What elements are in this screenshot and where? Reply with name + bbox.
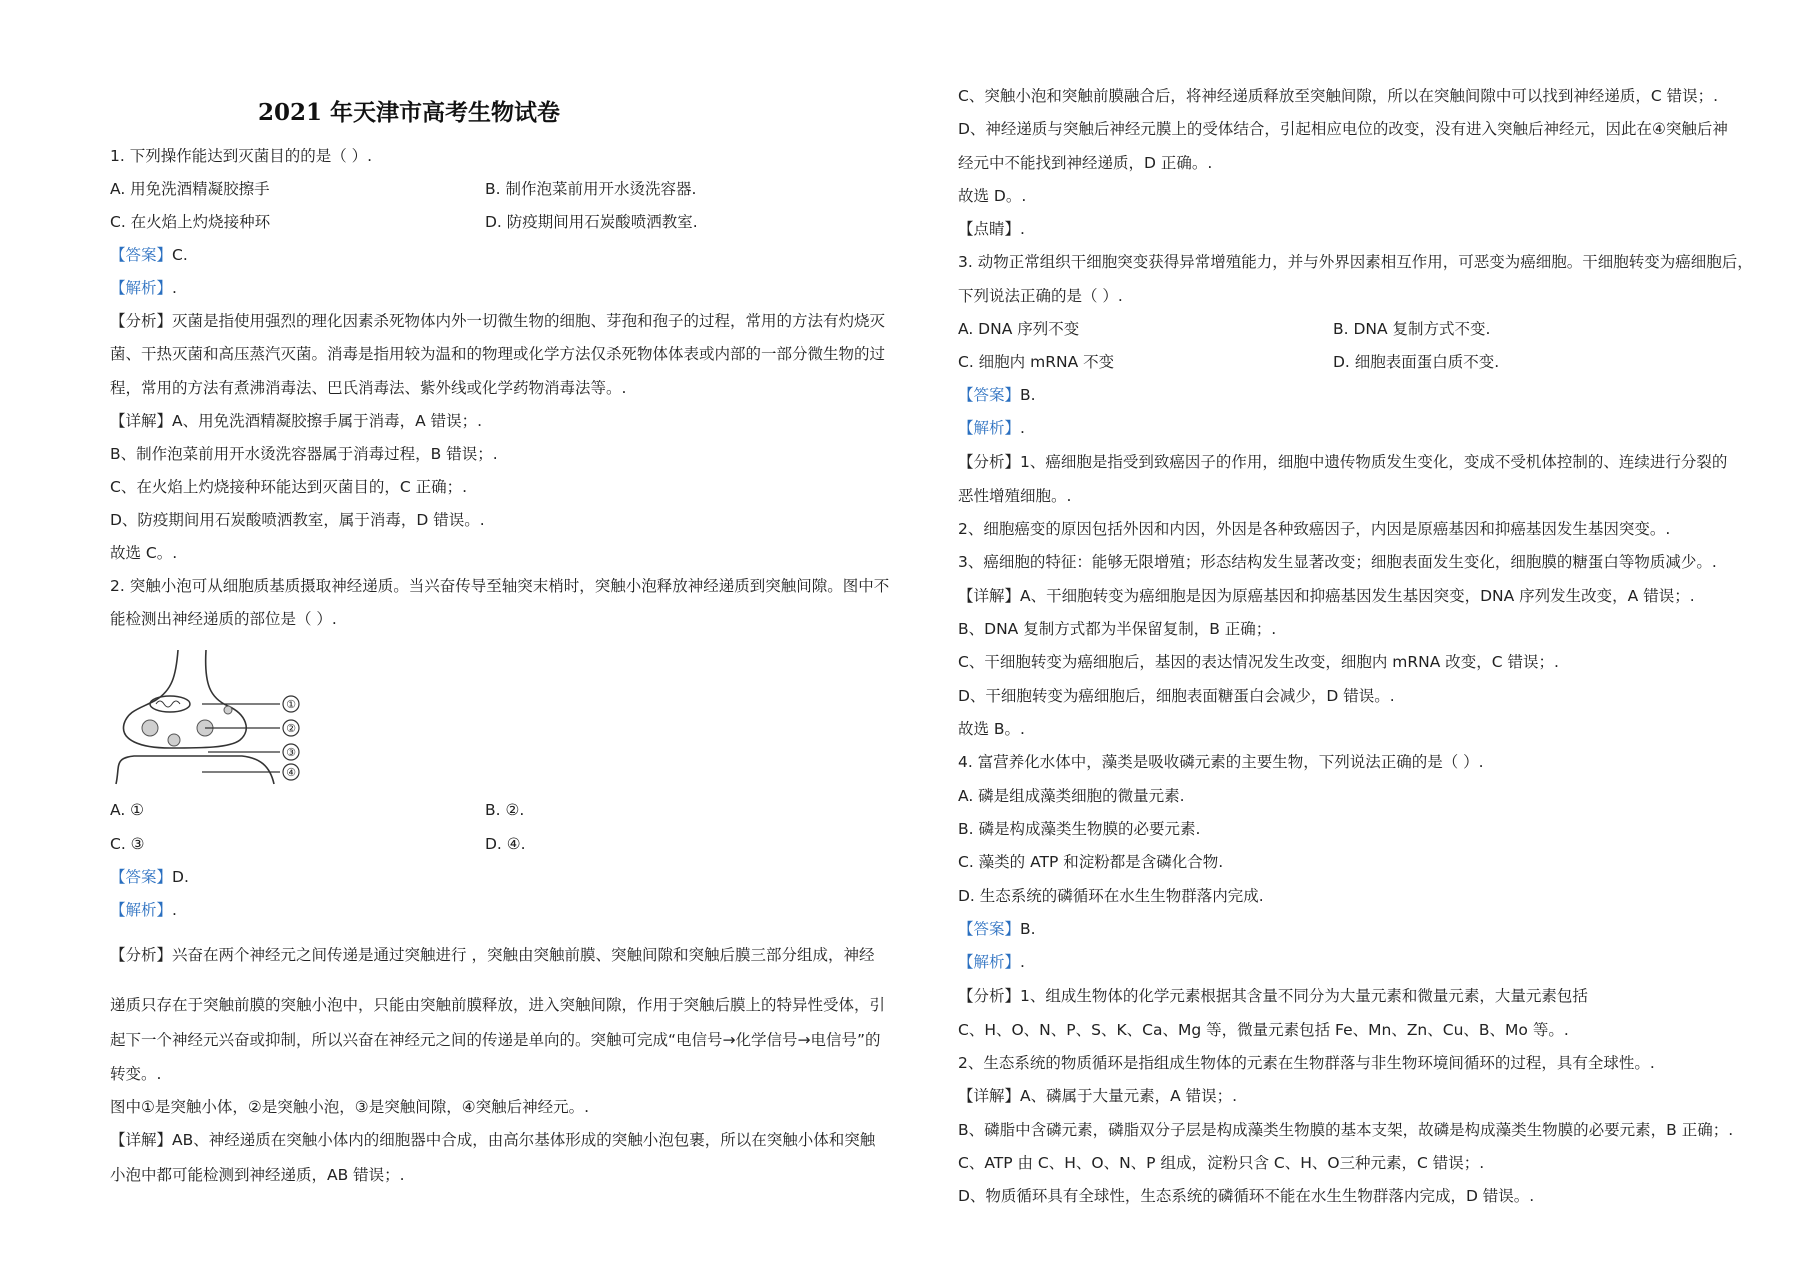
- jiexi-tag: 【解析】: [958, 953, 1021, 971]
- q3-fenxi-3: 2、细胞癌变的原因包括外因和内因，外因是各种致癌因子，内因是原癌基因和抑癌基因发生基因突变。.: [958, 520, 1671, 538]
- q1-conclusion: 故选 C。.: [110, 544, 178, 562]
- q4-fenxi-2: C、H、O、N、P、S、K、Ca、Mg 等，微量元素包括 Fe、Mn、Zn、Cu、B、Mo 等。.: [958, 1021, 1569, 1039]
- jiexi-tag: 【解析】: [958, 419, 1021, 437]
- fenxi-tag: 【分析】: [958, 987, 1021, 1005]
- page-title: 2021 年天津市高考生物试卷: [258, 99, 561, 126]
- jiexi-tag: 【解析】: [110, 279, 173, 297]
- xiangjie-text: A、磷属于大量元素，A 错误；.: [1020, 1087, 1238, 1105]
- fenxi-text: 兴奋在两个神经元之间传递是通过突触进行 ，突触由突触前膜、突触间隙和突触后膜三部分组成，神经: [172, 946, 875, 964]
- label-3: ③: [286, 746, 296, 759]
- q2-option-a: A. ①: [110, 801, 145, 819]
- answer-tag: 【答案】: [958, 920, 1021, 938]
- q1-xiangjie-1: [110, 411, 482, 431]
- answer-tag: 【答案】: [110, 246, 173, 264]
- q4-option-c: C. 藻类的 ATP 和淀粉都是含磷化合物.: [958, 853, 1224, 871]
- q1-fenxi-3: 程，常用的方法有煮沸消毒法、巴氏消毒法、紫外线或化学药物消毒法等。.: [110, 379, 627, 397]
- q3-conclusion: 故选 B。.: [958, 720, 1025, 738]
- q2-option-d: D. ④.: [485, 835, 526, 853]
- q4-xiangjie-1: [958, 1086, 1237, 1106]
- jiexi-text: .: [1020, 419, 1025, 437]
- q2-xiangjie-1: [110, 1130, 875, 1150]
- q2-fenxi-3: 起下一个神经元兴奋或抑制，所以兴奋在神经元之间的传递是单向的。突触可完成“电信号→化学信号→电信号”的: [110, 1031, 881, 1049]
- label-2: ②: [286, 722, 296, 735]
- q4-fenxi-1: [958, 986, 1588, 1006]
- q3-option-c: C. 细胞内 mRNA 不变: [958, 353, 1115, 371]
- fenxi-text: 灭菌是指使用强烈的理化因素杀死物体内外一切微生物的细胞、芽孢和孢子的过程，常用的方法有灼烧灭: [172, 312, 886, 330]
- q4-stem: 4. 富营养化水体中，藻类是吸收磷元素的主要生物，下列说法正确的是（ ）.: [958, 753, 1484, 771]
- fenxi-tag: 【分析】: [110, 946, 173, 964]
- q1-stem: 1. 下列操作能达到灭菌目的的是（ ）.: [110, 147, 373, 165]
- q2-dianjing: 【点睛】.: [958, 220, 1025, 238]
- answer-tag: 【答案】: [110, 868, 173, 886]
- q3-xiangjie-3: C、干细胞转变为癌细胞后，基因的表达情况发生改变，细胞内 mRNA 改变，C 错误；.: [958, 653, 1559, 671]
- q2-figure-note: 图中①是突触小体，②是突触小泡，③是突触间隙，④突触后神经元。.: [110, 1098, 590, 1116]
- xiangjie-text: A、干细胞转变为癌细胞是因为原癌基因和抑癌基因发生基因突变，DNA 序列发生改变，A 错误；.: [1020, 587, 1695, 605]
- q1-option-a: A. 用免洗酒精凝胶擦手: [110, 180, 270, 198]
- xiangjie-tag: 【详解】: [958, 587, 1021, 605]
- answer-value: D.: [172, 868, 189, 886]
- q1-fenxi-1: [110, 311, 885, 331]
- q3-stem-2: 下列说法正确的是（ ）.: [958, 287, 1123, 305]
- label-4: ④: [286, 766, 296, 779]
- synapse-diagram: [110, 648, 320, 790]
- q1-fenxi-2: 菌、干热灭菌和高压蒸汽灭菌。消毒是指用较为温和的物理或化学方法仅杀死物体体表或内部的一部分微生物的过: [110, 345, 886, 363]
- q3-fenxi-4: 3、癌细胞的特征：能够无限增殖；形态结构发生显著改变；细胞表面发生变化，细胞膜的糖蛋白等物质减少。.: [958, 553, 1717, 571]
- label-1: ①: [286, 698, 296, 711]
- q3-option-b: B. DNA 复制方式不变.: [1333, 320, 1491, 338]
- q2-xiangjie-2: 小泡中都可能检测到神经递质，AB 错误；.: [110, 1166, 405, 1184]
- answer-value: B.: [1020, 386, 1036, 404]
- fenxi-tag: 【分析】: [110, 312, 173, 330]
- fenxi-text: 1、癌细胞是指受到致癌因子的作用，细胞中遗传物质发生变化，变成不受机体控制的、连续进行分裂的: [1020, 453, 1728, 471]
- q1-xiangjie-2: B、制作泡菜前用开水烫洗容器属于消毒过程，B 错误；.: [110, 445, 498, 463]
- jiexi-text: .: [1020, 953, 1025, 971]
- q2-stem-1: 2. 突触小泡可从细胞质基质摄取神经递质。当兴奋传导至轴突末梢时，突触小泡释放神经递质到突触间隙。图中不: [110, 577, 890, 595]
- q4-xiangjie-2: B、磷脂中含磷元素，磷脂双分子层是构成藻类生物膜的基本支架，故磷是构成藻类生物膜的必要元素，B 正确；.: [958, 1121, 1734, 1139]
- q3-fenxi-1: [958, 452, 1727, 472]
- q2-xiangjie-d-1: D、神经递质与突触后神经元膜上的受体结合，引起相应电位的改变，没有进入突触后神经元，因此在④突触后神: [958, 120, 1728, 138]
- q4-option-a: A. 磷是组成藻类细胞的微量元素.: [958, 787, 1185, 805]
- jiexi-text: .: [172, 279, 177, 297]
- q2-fenxi-4: 转变。.: [110, 1065, 162, 1083]
- xiangjie-tag: 【详解】: [958, 1087, 1021, 1105]
- xiangjie-text: AB、神经递质在突触小体内的细胞器中合成，由高尔基体形成的突触小泡包裹，所以在突触小体和突触: [172, 1131, 876, 1149]
- q2-xiangjie-d-2: 经元中不能找到神经递质，D 正确。.: [958, 154, 1213, 172]
- q3-answer: [958, 385, 1036, 405]
- q2-fenxi-2: 递质只存在于突触前膜的突触小泡中，只能由突触前膜释放，进入突触间隙，作用于突触后膜上的特异性受体，引: [110, 996, 886, 1014]
- q2-jiexi: [110, 900, 177, 920]
- q2-option-b: B. ②.: [485, 801, 525, 819]
- q4-option-b: B. 磷是构成藻类生物膜的必要元素.: [958, 820, 1201, 838]
- q1-xiangjie-4: D、防疫期间用石炭酸喷洒教室，属于消毒，D 错误。.: [110, 511, 485, 529]
- q1-option-b: B. 制作泡菜前用开水烫洗容器.: [485, 180, 697, 198]
- xiangjie-tag: 【详解】: [110, 412, 173, 430]
- xiangjie-text: A、用免洗酒精凝胶擦手属于消毒，A 错误；.: [172, 412, 483, 430]
- q4-fenxi-3: 2、生态系统的物质循环是指组成生物体的元素在生物群落与非生物环境间循环的过程，具有全球性。.: [958, 1054, 1655, 1072]
- fenxi-tag: 【分析】: [958, 453, 1021, 471]
- q1-jiexi: [110, 278, 177, 298]
- q2-xiangjie-c: C、突触小泡和突触前膜融合后，将神经递质释放至突触间隙，所以在突触间隙中可以找到神经递质，C 错误；.: [958, 87, 1719, 105]
- fenxi-text: 1、组成生物体的化学元素根据其含量不同分为大量元素和微量元素，大量元素包括: [1020, 987, 1588, 1005]
- q4-answer: [958, 919, 1036, 939]
- jiexi-text: .: [172, 901, 177, 919]
- q1-xiangjie-3: C、在火焰上灼烧接种环能达到灭菌目的，C 正确；.: [110, 478, 468, 496]
- q3-jiexi: [958, 418, 1025, 438]
- q3-option-a: A. DNA 序列不变: [958, 320, 1080, 338]
- q3-xiangjie-4: D、干细胞转变为癌细胞后，细胞表面糖蛋白会减少，D 错误。.: [958, 687, 1395, 705]
- q1-option-c: C. 在火焰上灼烧接种环: [110, 213, 271, 231]
- q2-conclusion: 故选 D。.: [958, 187, 1027, 205]
- answer-tag: 【答案】: [958, 386, 1021, 404]
- q4-xiangjie-4: D、物质循环具有全球性，生态系统的磷循环不能在水生生物群落内完成，D 错误。.: [958, 1187, 1535, 1205]
- q4-xiangjie-3: C、ATP 由 C、H、O、N、P 组成，淀粉只含 C、H、O三种元素，C 错误；.: [958, 1154, 1485, 1172]
- q2-option-c: C. ③: [110, 835, 145, 853]
- q2-answer: [110, 867, 189, 887]
- q3-option-d: D. 细胞表面蛋白质不变.: [1333, 353, 1500, 371]
- answer-value: B.: [1020, 920, 1036, 938]
- answer-value: C.: [172, 246, 188, 264]
- q2-stem-2: 能检测出神经递质的部位是（ ）.: [110, 610, 337, 628]
- jiexi-tag: 【解析】: [110, 901, 173, 919]
- q3-fenxi-2: 恶性增殖细胞。.: [958, 487, 1072, 505]
- xiangjie-tag: 【详解】: [110, 1131, 173, 1149]
- q3-stem-1: 3. 动物正常组织干细胞突变获得异常增殖能力，并与外界因素相互作用，可恶变为癌细胞。干细胞转变为癌细胞后，: [958, 253, 1753, 271]
- q1-option-d: D. 防疫期间用石炭酸喷洒教室.: [485, 213, 698, 231]
- q3-xiangjie-1: [958, 586, 1695, 606]
- q3-xiangjie-2: B、DNA 复制方式都为半保留复制，B 正确；.: [958, 620, 1277, 638]
- q4-jiexi: [958, 952, 1025, 972]
- q2-fenxi-1: [110, 945, 874, 965]
- q1-answer: [110, 245, 188, 265]
- q4-option-d: D. 生态系统的磷循环在水生生物群落内完成.: [958, 887, 1264, 905]
